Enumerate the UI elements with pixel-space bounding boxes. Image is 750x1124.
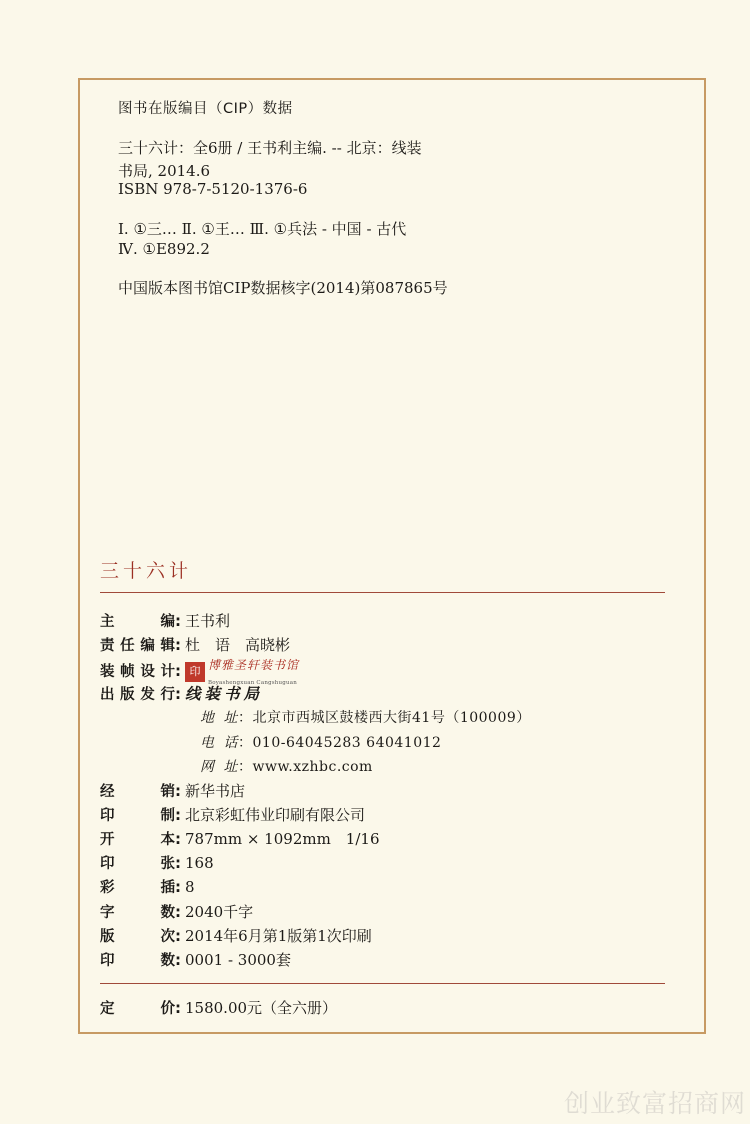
editor-row: 主编: 王书利 [100, 612, 231, 630]
address-label: 地址 [200, 710, 238, 726]
website-value: www.xzhbc.com [252, 759, 373, 775]
editor-value: 王书利 [185, 612, 231, 630]
site-watermark: 创业致富招商网 [563, 1089, 746, 1118]
phone-label: 电话 [200, 735, 238, 751]
address-row: 地址：北京市西城区鼓楼西大街41号（100009） [200, 707, 531, 727]
spec-row: 字数: 2040千字 [100, 903, 254, 921]
spec-label: 经销 [100, 784, 175, 800]
phone-row: 电话：010-64045283 64041012 [200, 732, 441, 752]
spec-label: 印张 [100, 856, 175, 872]
address-value: 北京市西城区鼓楼西大街41号（100009） [252, 710, 531, 726]
design-logo-name: 博雅圣轩装书馆 [208, 658, 300, 672]
cip-classification-number: Ⅳ. ①E892.2 [118, 240, 210, 258]
publisher-name: 线装书局 [185, 684, 264, 703]
responsible-editor-value: 杜 语 高晓彬 [185, 636, 291, 654]
spec-label: 开本 [100, 832, 175, 848]
website-label: 网址 [200, 759, 238, 775]
phone-value: 010-64045283 64041012 [252, 735, 442, 751]
cip-classification: Ⅰ. ①三… Ⅱ. ①王… Ⅲ. ①兵法 - 中国 - 古代 [118, 220, 407, 238]
spec-row: 开本: 787mm × 1092mm 1/16 [100, 830, 380, 848]
spec-value: 2040千字 [185, 903, 254, 921]
publisher-label: 出版发行 [100, 687, 175, 703]
design-row: 装帧设计: 印 博雅圣轩装书馆 Boyashengxuan Cangshuguan [100, 658, 300, 686]
cip-publisher-line: 书局, 2014.6 [118, 162, 211, 180]
spec-row: 经销: 新华书店 [100, 782, 246, 800]
spec-label: 版次 [100, 929, 175, 945]
price-divider [100, 983, 665, 984]
spec-row: 彩插: 8 [100, 878, 195, 896]
spec-value: 北京彩虹伟业印刷有限公司 [185, 806, 366, 824]
responsible-editor-row: 责任编辑: 杜 语 高晓彬 [100, 636, 291, 654]
spec-label: 印制 [100, 808, 175, 824]
title-divider [100, 592, 665, 593]
spec-label: 彩插 [100, 880, 175, 896]
design-logo-english: Boyashengxuan Cangshuguan [208, 680, 297, 686]
spec-value: 8 [185, 878, 195, 896]
responsible-editor-label: 责任编辑 [100, 638, 175, 654]
website-row: 网址：www.xzhbc.com [200, 756, 373, 776]
spec-row: 印张: 168 [100, 854, 214, 872]
spec-value: 787mm × 1092mm 1/16 [185, 830, 380, 848]
cip-title-line: 三十六计：全6册 / 王书利主编. -- 北京：线装 [118, 139, 422, 157]
spec-value: 0001 - 3000套 [185, 951, 291, 969]
publisher-row: 出版发行: 线装书局 [100, 684, 264, 703]
cip-heading: 图书在版编目（CIP）数据 [118, 101, 293, 117]
spec-value: 168 [185, 854, 214, 872]
spec-value: 新华书店 [185, 782, 246, 800]
spec-label: 字数 [100, 905, 175, 921]
spec-label: 印数 [100, 953, 175, 969]
spec-row: 印数: 0001 - 3000套 [100, 951, 291, 969]
price-value: 1580.00元（全六册） [185, 999, 338, 1017]
cip-isbn: ISBN 978-7-5120-1376-6 [118, 180, 308, 198]
book-title: 三十六计 [100, 560, 193, 582]
spec-row: 版次: 2014年6月第1版第1次印刷 [100, 927, 372, 945]
cip-record-number: 中国版本图书馆CIP数据核字(2014)第087865号 [118, 279, 448, 297]
seal-stamp-icon: 印 [185, 662, 205, 682]
spec-value: 2014年6月第1版第1次印刷 [185, 927, 372, 945]
design-label: 装帧设计 [100, 664, 175, 680]
price-label: 定价 [100, 1001, 175, 1017]
spec-row: 印制: 北京彩虹伟业印刷有限公司 [100, 806, 366, 824]
price-row: 定价: 1580.00元（全六册） [100, 999, 338, 1017]
editor-label: 主编 [100, 614, 175, 630]
